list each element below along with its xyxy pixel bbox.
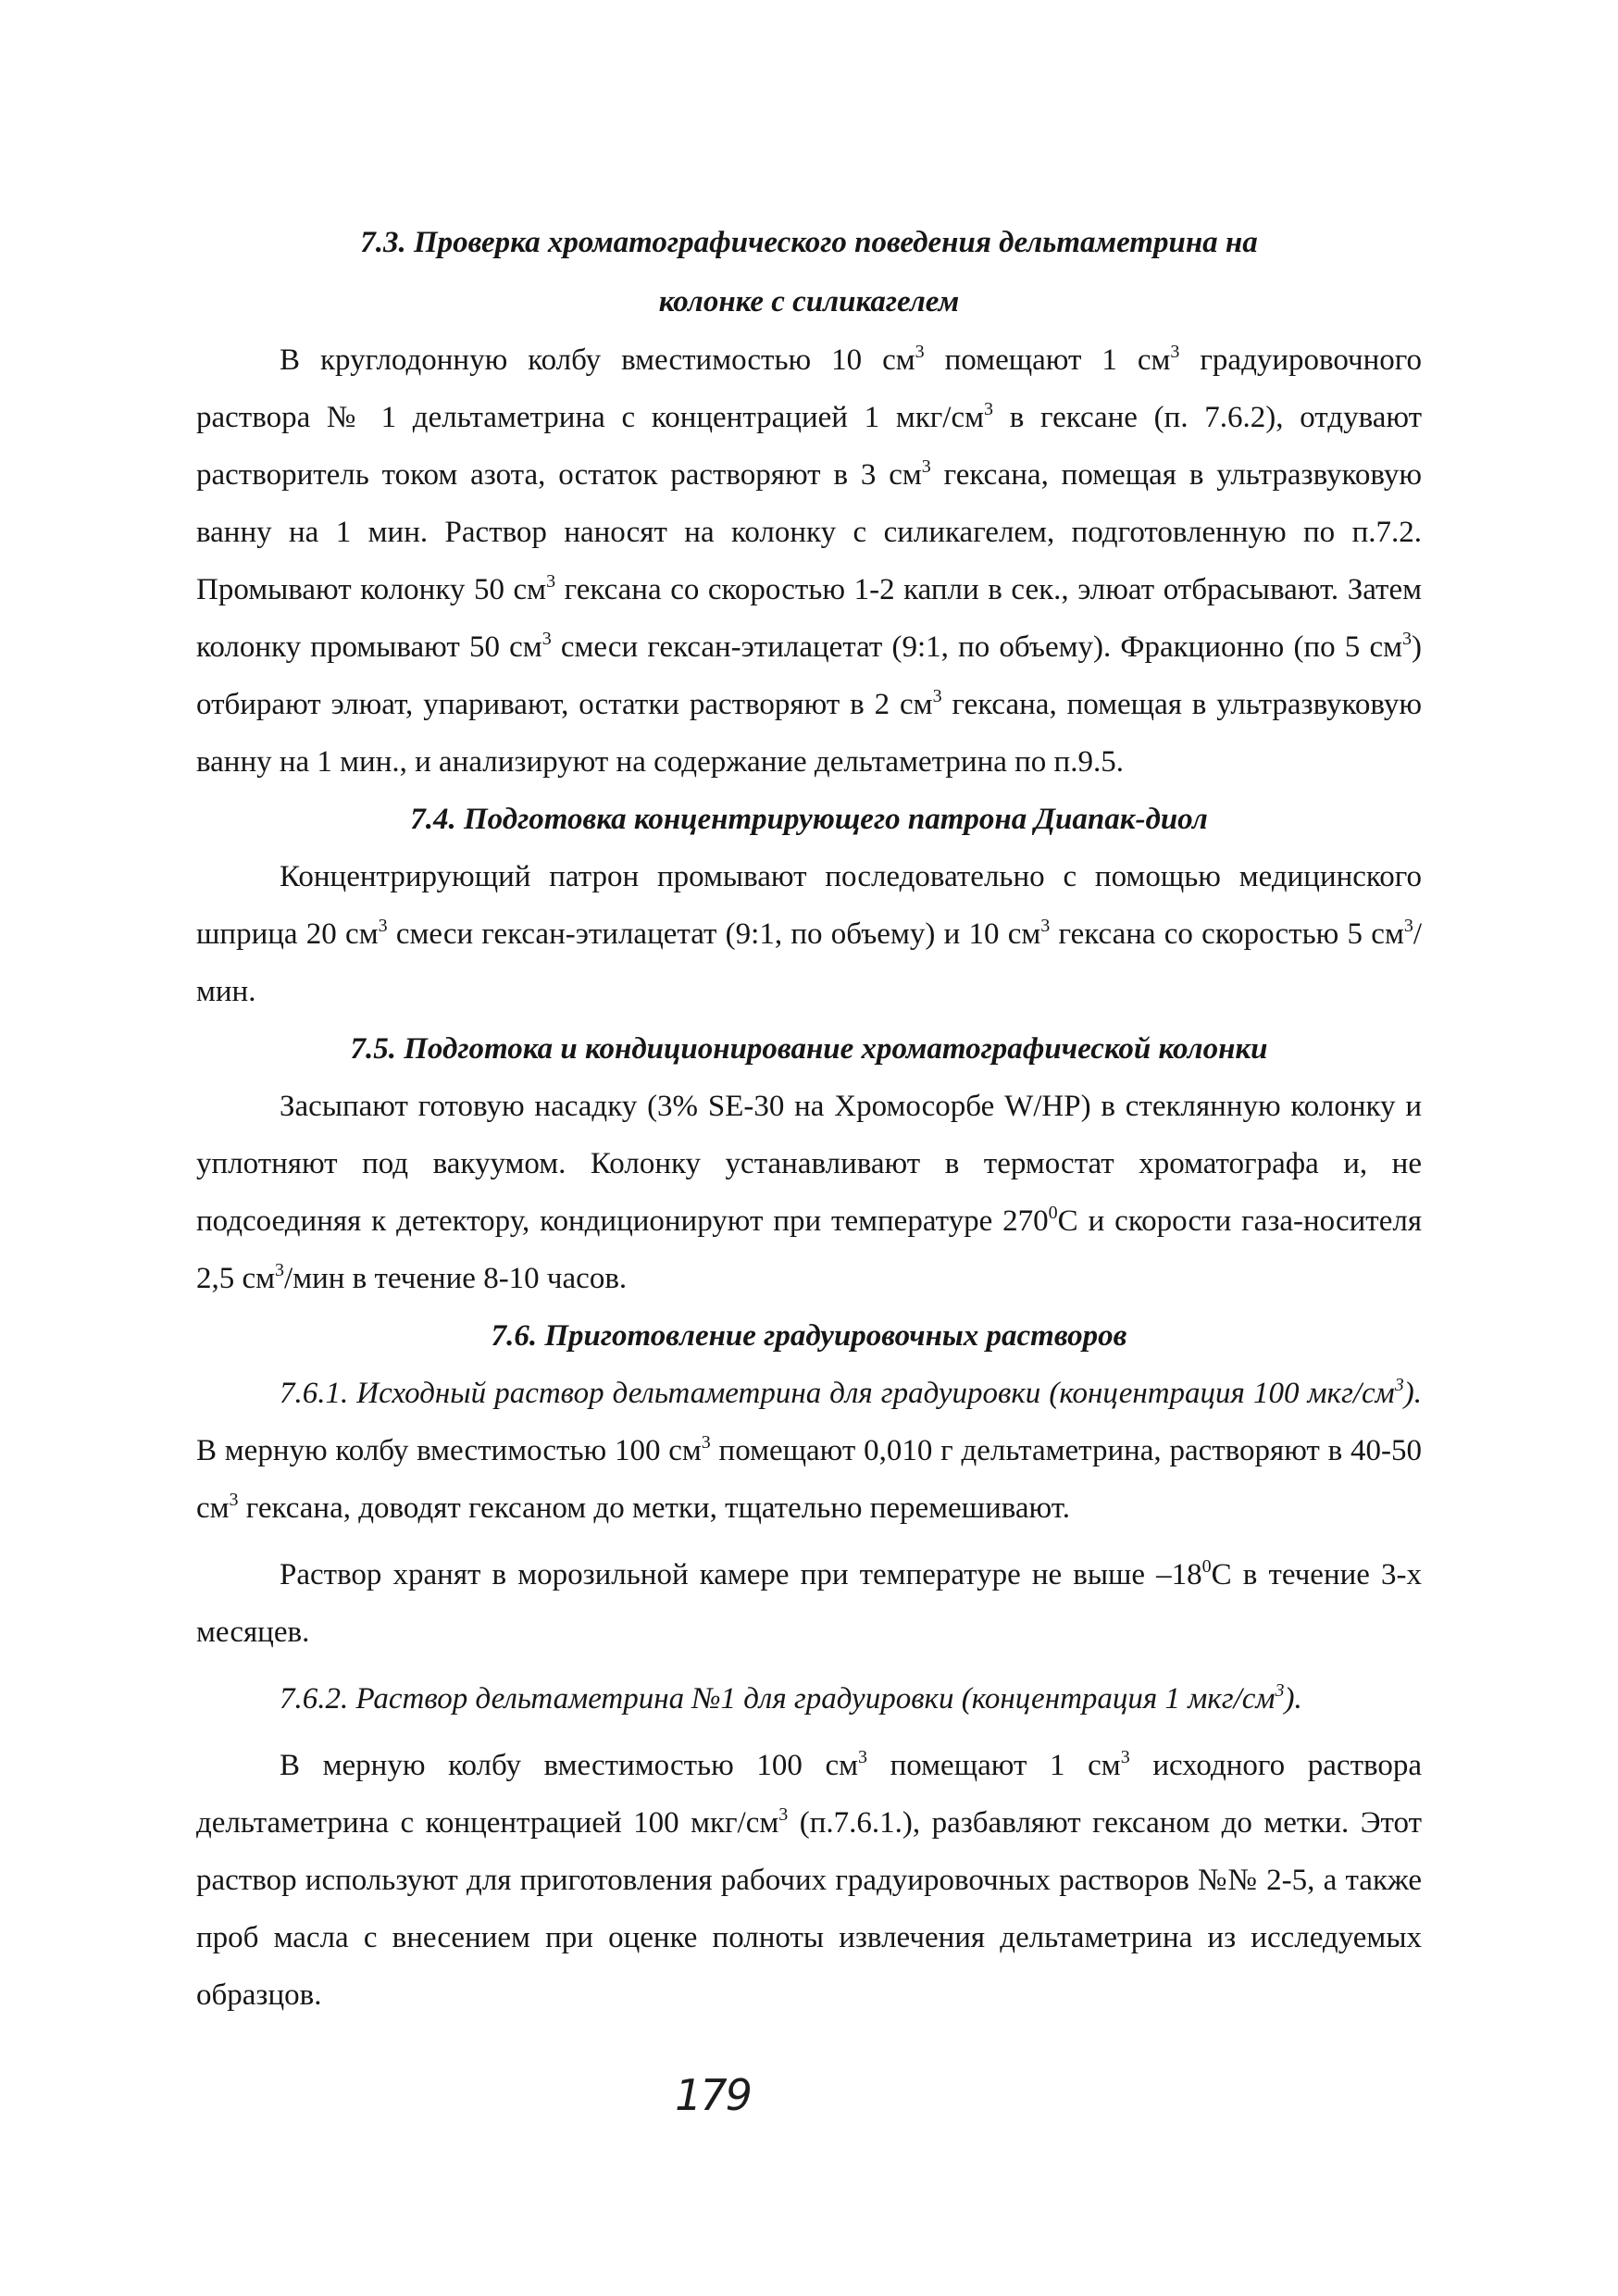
text-run: Засыпают готовую насадку (3% SE-30 на Хромосорбе W/HP) в стеклянную колонку и уплотняют под вакуумом. Колонку устанавливают в термостат хроматографа и, не подсоединяя к детектору, кондиционируют при температуре 270 [196, 1090, 1422, 1238]
paragraph-7-5 [196, 1078, 1422, 1307]
superscript: 3 [1120, 1747, 1130, 1767]
text-run: ). [1403, 1377, 1422, 1410]
heading-7-5: 7.5. Подготока и кондиционирование хроматографической колонки [350, 1032, 1268, 1066]
text-run: ). [1284, 1682, 1302, 1716]
text-run: смеси гексан-этилацетат (9:1, по объему) и 10 см [387, 917, 1041, 951]
superscript: 3 [778, 1804, 789, 1825]
superscript: 3 [1170, 342, 1180, 362]
superscript: 3 [541, 629, 552, 649]
text-run: В мерную колбу вместимостью 100 см [196, 1434, 702, 1467]
superscript: 3 [1040, 916, 1051, 936]
superscript: 3 [932, 686, 942, 706]
superscript: 3 [1394, 1375, 1404, 1395]
superscript: 3 [915, 342, 925, 362]
superscript: 3 [858, 1747, 868, 1767]
heading-7-3-line2: колонке с силикагелем [658, 285, 960, 318]
text-run: помещают 0,010 г дельтаметрина, растворяют в 40-50 см [196, 1434, 1422, 1525]
text-run: /мин в течение 8-10 часов. [284, 1262, 628, 1295]
paragraph-7-3 [196, 331, 1422, 791]
superscript: 0 [1201, 1556, 1212, 1577]
text-run: смеси гексан-этилацетат (9:1, по объему). Фракционно (по 5 см [551, 630, 1402, 664]
text-run: градуировочного раствора № 1 дельтаметрина с концентрацией 1 мкг/см [196, 343, 1422, 434]
superscript: 3 [229, 1490, 239, 1510]
text-run: Раствор хранят в морозильной камере при температуре не выше –18 [280, 1558, 1202, 1591]
text-run: С в течение 3-х месяцев. [196, 1558, 1422, 1649]
heading-7-6: 7.6. Приготовление градуировочных растворов [491, 1319, 1127, 1353]
superscript: 3 [984, 399, 993, 419]
text-run: ) отбирают элюат, упаривают, остатки растворяют в 2 см [196, 630, 1422, 721]
superscript: 3 [275, 1260, 285, 1280]
text-run: гексана со скоростью 1-2 капли в сек., элюат отбрасывают. Затем колонку промывают 50 см [196, 573, 1422, 664]
superscript: 3 [701, 1432, 711, 1453]
superscript: 3 [921, 456, 931, 477]
heading-7-3 [196, 213, 1422, 331]
document-page [196, 213, 1422, 2024]
paragraph-7-4 [196, 848, 1422, 1020]
heading-7-3-line1: 7.3. Проверка хроматографического поведения дельтаметрина на [360, 226, 1258, 259]
text-run: в гексане (п. 7.6.2), отдувают растворитель током азота, остаток растворяют в 3 см [196, 401, 1422, 492]
paragraph-7-6-1 [196, 1365, 1422, 1537]
text-run: (п.7.6.1.), разбавляют гексаном до метки. Этот раствор используют для приготовления рабочих градуировочных растворов №№ 2-5, а также проб масла с внесением при оценке полноты извлечения дельтаметрина из исследуемых образцов. [196, 1806, 1423, 2012]
text-run: В круглодонную колбу вместимостью 10 см [280, 343, 915, 377]
text-run: гексана, помещая в ультразвуковую ванну на 1 мин. Раствор наносят на колонку с силикагелем, подготовленную по п.7.2. Промывают колонку 50 см [196, 458, 1423, 606]
superscript: 3 [1403, 916, 1413, 936]
paragraph-storage [196, 1546, 1422, 1661]
text-run: 7.6.2. Раствор дельтаметрина №1 для градуировки (концентрация 1 мкг/см [280, 1682, 1276, 1716]
superscript: 3 [378, 916, 388, 936]
superscript: 3 [546, 571, 556, 592]
text-run: Концентрирующий патрон промывают последовательно с помощью медицинского шприца 20 см [196, 860, 1422, 951]
text-run: гексана, доводят гексаном до метки, тщательно перемешивают. [238, 1491, 1070, 1525]
text-run: помещают 1 см [924, 343, 1171, 377]
text-run: /мин. [196, 917, 1422, 1008]
text-run: гексана со скоростью 5 см [1050, 917, 1404, 951]
text-run: С и скорости газа-носителя 2,5 см [196, 1204, 1422, 1295]
text-run: помещают 1 см [867, 1749, 1121, 1782]
heading-7-4: 7.4. Подготовка концентрирующего патрона Диапак-диол [410, 803, 1208, 836]
text-run: исходного раствора дельтаметрина с концентрацией 100 мкг/см [196, 1749, 1422, 1840]
text-run: В мерную колбу вместимостью 100 см [280, 1749, 859, 1782]
text-run: гексана, помещая в ультразвуковую ванну на 1 мин., и анализируют на содержание дельтаметрина по п.9.5. [196, 688, 1423, 779]
superscript: 3 [1275, 1680, 1285, 1701]
superscript: 3 [1402, 629, 1412, 649]
subheading-7-6-2 [196, 1670, 1422, 1728]
paragraph-7-6-2 [196, 1737, 1422, 2024]
superscript: 0 [1048, 1203, 1058, 1223]
subheading-7-6-1: 7.6.1. Исходный раствор дельтаметрина для градуировки (концентрация 100 мкг/см [280, 1377, 1395, 1410]
page-number: 179 [675, 2070, 751, 2120]
